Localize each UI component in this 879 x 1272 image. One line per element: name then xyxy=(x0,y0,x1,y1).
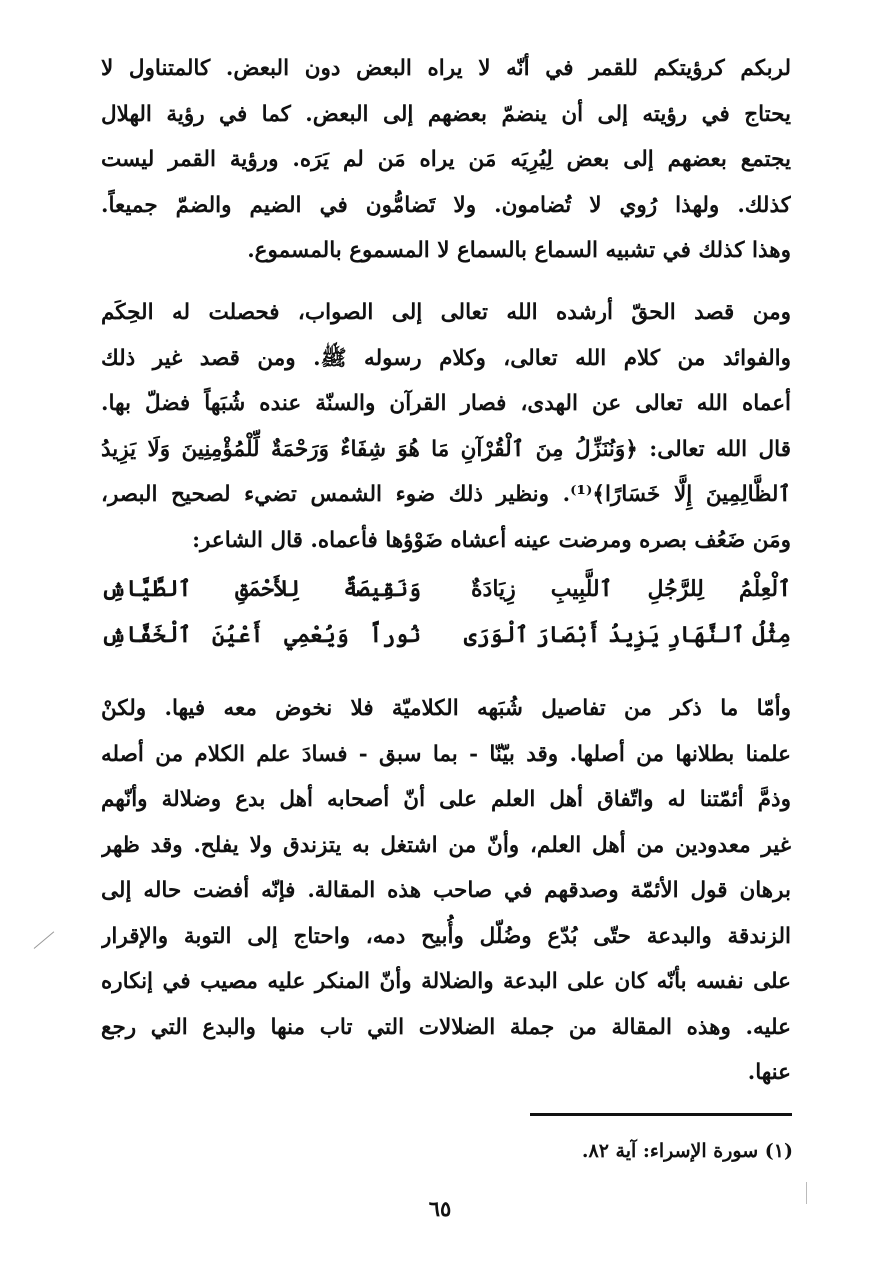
text-line: برهان قول الأئمّة وصدقهم في صاحب هذه المقالة. فإنّه أفضت حاله إلى xyxy=(101,878,791,903)
poem-hemistich-first: مِثْلُ ٱلنَّهَارِ يَزِيدُ أَبْصَارَ ٱلْوَرَى xyxy=(463,622,791,648)
quran-verse-line: قال الله تعالى: ﴿وَنُنَزِّلُ مِنَ ٱلْقُرْآنِ مَا هُوَ شِفَاءٌ وَرَحْمَةٌ لِّلْمُؤْمِنِينَ وَلَا يَزِيدُ xyxy=(101,436,791,462)
paragraph-1 xyxy=(101,46,791,274)
text-line: وأمّا ما ذكر من تفاصيل شُبَهه الكلاميّة فلا نخوض معه فيها. ولكنْ xyxy=(101,696,791,721)
footnote-marker: (١) xyxy=(764,1140,793,1162)
text-line: عنها. xyxy=(747,1060,791,1085)
scan-artifact xyxy=(806,1182,807,1204)
poem xyxy=(101,566,791,658)
paragraph-3 xyxy=(101,686,791,1096)
text-line: أعماه الله تعالى عن الهدى، فصار القرآن والسنّة عنده شُبَهاً فضلّ بها. xyxy=(101,391,791,416)
page-number: ٦٥ xyxy=(428,1196,452,1221)
text-line: ومَن ضَعُف بصره ومرضت عينه أعشاه ضَوْؤها فأعماه. قال الشاعر: xyxy=(192,527,791,553)
text-line: وهذا كذلك في تشبيه السماع بالسماع لا المسموع بالمسموع. xyxy=(247,238,791,263)
text-line: على نفسه بأنّه كان على البدعة والضلالة وأنّ المنكر عليه مصيب في إنكاره xyxy=(101,969,791,994)
footnote xyxy=(582,1140,793,1162)
poem-hemistich-first: ٱلْعِلْمُ لِلرَّجُلِ ٱللَّبِيبِ زِيَادَةٌ xyxy=(471,576,791,602)
paragraph-2 xyxy=(101,290,791,563)
text-line: عليه. وهذه المقالة من جملة الضلالات التي تاب منها والبدع التي رجع xyxy=(101,1014,791,1040)
footnote-divider xyxy=(530,1113,792,1116)
scan-artifact xyxy=(34,931,55,948)
text-line: يحتاج في رؤيته إلى أن ينضمّ بعضهم إلى البعض. كما في رؤية الهلال xyxy=(101,101,791,127)
text-line: والفوائد من كلام الله تعالى، وكلام رسوله ﷺ. ومن قصد غير ذلك xyxy=(101,345,791,371)
text-line: لربكم كرؤيتكم للقمر في أنّه لا يراه البعض دون البعض. كالمتناول لا xyxy=(101,56,791,81)
footnote-text: سورة الإسراء: آية ٨٢. xyxy=(581,1140,759,1162)
poem-verse xyxy=(101,612,791,658)
text-line: وذمَّ أئمّتنا له واتّفاق أهل العلم على أنّ أصحابه أهل بدع وضلالة وأنّهم xyxy=(101,787,791,812)
text-line: الزندقة والبدعة حتّى بُدّع وضُلّل وأُبيح دمه، واحتاج إلى التوبة والإقرار xyxy=(101,923,791,949)
text-line: ومن قصد الحقّ أرشده الله تعالى إلى الصواب، فحصلت له الحِكَم xyxy=(101,300,791,325)
text-line: كذلك. ولهذا رُوي لا تُضامون. ولا تَضامُّون في الضيم والضمّ جميعاً. xyxy=(101,192,791,218)
text-line: يجتمع بعضهم إلى بعض لِيُرِيَه مَن يراه مَن لم يَرَه. ورؤية القمر ليست xyxy=(101,147,791,172)
poem-hemistich-second: وَنَقِيصَةٌ لِلأَحْمَقِ ٱلطَّيَّاشِ xyxy=(101,576,421,602)
poem-verse xyxy=(101,566,791,612)
text-line: علمنا بطلانها من أصلها. وقد بيّنّا - بما سبق - فسادَ علم الكلام من أصله xyxy=(101,741,791,767)
quran-verse-line: ٱلظَّالِمِينَ إِلَّا خَسَارًا﴾⁽¹⁾. ونظير ذلك ضوء الشمس تضيء لصحيح البصر، xyxy=(101,482,791,507)
poem-hemistich-second: نُوراً وَيُعْمِي أَعْيُنَ ٱلْخَفَّاشِ xyxy=(101,622,421,648)
text-line: غير معدودين من أهل العلم، وأنّ من اشتغل به يتزندق ولا يفلح. وقد ظهر xyxy=(101,832,791,858)
